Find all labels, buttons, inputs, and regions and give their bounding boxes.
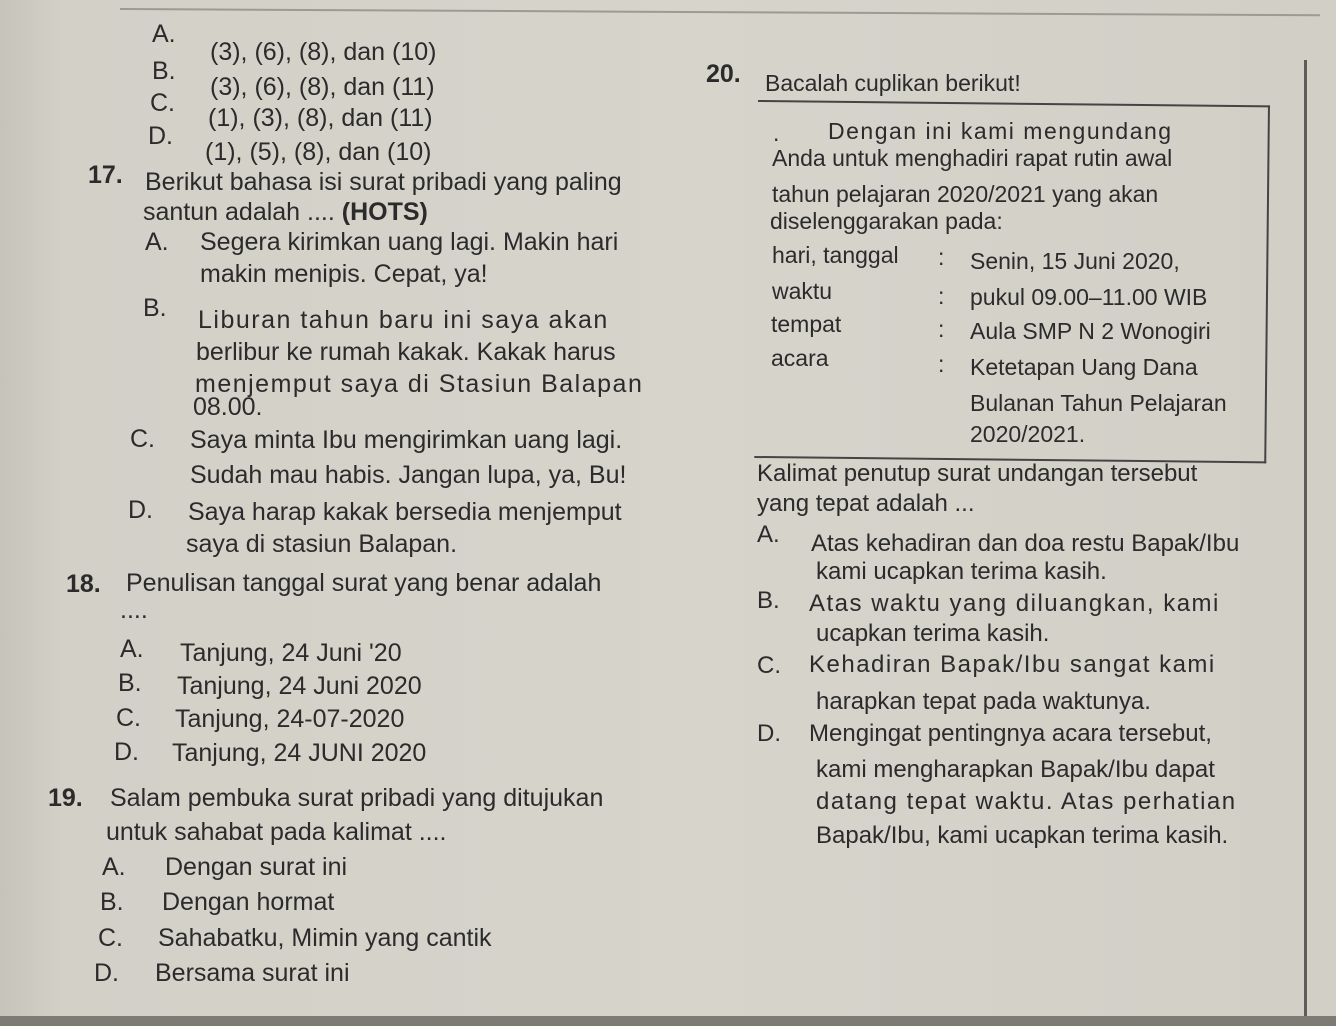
q16-option-c-text: (1), (3), (8), dan (11): [208, 104, 433, 132]
q17-option-a-line1: Segera kirimkan uang lagi. Makin hari: [200, 228, 619, 256]
q20-option-d-line4: Bapak/Ibu, kami ucapkan terima kasih.: [816, 822, 1229, 849]
q16-option-d-letter: D.: [148, 122, 173, 150]
bottom-border: [0, 1016, 1336, 1026]
q17-option-b-line4: 08.00.: [193, 393, 263, 421]
excerpt-line3: tahun pelajaran 2020/2021 yang akan: [772, 181, 1159, 207]
excerpt-hari-colon: :: [938, 244, 945, 270]
excerpt-tempat-colon: :: [938, 316, 945, 342]
q16-option-a-text: (3), (6), (8), dan (10): [210, 38, 437, 66]
excerpt-acara-value-2: Bulanan Tahun Pelajaran: [970, 390, 1227, 416]
q19-option-d-text: Bersama surat ini: [155, 959, 350, 987]
q17-option-c-line1: Saya minta Ibu mengirimkan uang lagi.: [190, 426, 623, 454]
excerpt-tempat-label: tempat: [771, 311, 842, 337]
excerpt-bullet: .: [773, 120, 780, 146]
q16-option-c-letter: C.: [150, 89, 175, 117]
excerpt-acara-value-1: Ketetapan Uang Dana: [970, 354, 1198, 380]
q18-option-a-letter: A.: [120, 635, 144, 663]
excerpt-line1: Dengan ini kami mengundang: [828, 118, 1173, 144]
q20-question-line2: yang tepat adalah ...: [757, 490, 975, 517]
q20-option-d-letter: D.: [757, 720, 781, 747]
q17-hots-tag: (HOTS): [341, 198, 428, 226]
excerpt-acara-label: acara: [771, 345, 829, 371]
q17-option-a-line2: makin menipis. Cepat, ya!: [200, 260, 488, 288]
q20-option-d-line2: kami mengharapkan Bapak/Ibu dapat: [816, 756, 1215, 783]
excerpt-tempat-value: Aula SMP N 2 Wonogiri: [970, 318, 1211, 344]
excerpt-acara-value-3: 2020/2021.: [970, 421, 1086, 447]
right-border: [1304, 60, 1307, 1026]
q20-prompt: Bacalah cuplikan berikut!: [765, 70, 1021, 96]
q20-option-b-line2: ucapkan terima kasih.: [816, 620, 1050, 647]
q18-option-b-text: Tanjung, 24 Juni 2020: [177, 672, 422, 700]
q18-number: 18.: [66, 570, 101, 598]
q20-option-a-letter: A.: [757, 521, 780, 548]
q16-option-a-letter: A.: [152, 20, 176, 48]
excerpt-waktu-label: waktu: [772, 278, 833, 304]
q17-option-c-line2: Sudah mau habis. Jangan lupa, ya, Bu!: [190, 461, 627, 489]
q17-option-c-letter: C.: [130, 425, 155, 453]
q19-stem-line1: Salam pembuka surat pribadi yang ditujukan: [110, 784, 604, 812]
excerpt-hari-label: hari, tanggal: [772, 242, 899, 268]
q18-option-a-text: Tanjung, 24 Juni '20: [180, 639, 402, 667]
q17-option-a-letter: A.: [145, 228, 169, 256]
q17-option-d-line1: Saya harap kakak bersedia menjemput: [188, 498, 622, 526]
q19-option-b-letter: B.: [100, 888, 124, 916]
q17-stem-text: santun adalah ....: [143, 198, 342, 226]
q17-stem-line2: [143, 200, 428, 225]
q18-option-b-letter: B.: [118, 669, 142, 697]
q17-option-b-line3: menjemput saya di Stasiun Balapan: [195, 370, 644, 398]
q20-option-a-line1: Atas kehadiran dan doa restu Bapak/Ibu: [811, 530, 1240, 557]
q17-number: 17.: [88, 161, 123, 189]
q20-option-d-line3: datang tepat waktu. Atas perhatian: [816, 788, 1237, 815]
q16-option-b-letter: B.: [152, 57, 176, 85]
q19-option-a-letter: A.: [102, 853, 126, 881]
excerpt-hari-value: Senin, 15 Juni 2020,: [970, 248, 1180, 274]
q19-number: 19.: [48, 784, 83, 812]
q18-stem-line2: ....: [120, 596, 148, 624]
q20-option-b-letter: B.: [757, 587, 780, 614]
q16-option-d-text: (1), (5), (8), dan (10): [205, 138, 432, 166]
q17-option-b-letter: B.: [143, 294, 167, 322]
q20-option-c-line1: Kehadiran Bapak/Ibu sangat kami: [809, 651, 1216, 678]
q19-option-b-text: Dengan hormat: [162, 888, 335, 916]
excerpt-line4: diselenggarakan pada:: [770, 208, 1003, 234]
q19-option-a-text: Dengan surat ini: [165, 853, 348, 881]
q20-question-line1: Kalimat penutup surat undangan tersebut: [757, 460, 1198, 487]
q18-option-d-letter: D.: [114, 738, 139, 766]
q20-option-c-letter: C.: [757, 652, 781, 679]
q18-option-d-text: Tanjung, 24 JUNI 2020: [172, 739, 427, 767]
q20-option-c-line2: harapkan tepat pada waktunya.: [816, 688, 1151, 715]
q18-stem-line1: Penulisan tanggal surat yang benar adalah: [126, 569, 602, 597]
q16-option-b-text: (3), (6), (8), dan (11): [210, 73, 435, 101]
q19-option-c-text: Sahabatku, Mimin yang cantik: [158, 924, 492, 952]
excerpt-acara-colon: :: [938, 351, 945, 377]
excerpt-waktu-colon: :: [938, 283, 945, 309]
excerpt-waktu-value: pukul 09.00–11.00 WIB: [970, 284, 1208, 310]
excerpt-line2: Anda untuk menghadiri rapat rutin awal: [772, 145, 1173, 171]
q17-stem-line1: Berikut bahasa isi surat pribadi yang paling: [145, 168, 622, 196]
q17-option-b-line1: Liburan tahun baru ini saya akan: [198, 306, 609, 334]
q19-option-d-letter: D.: [94, 959, 119, 987]
q20-number: 20.: [706, 60, 741, 88]
q19-option-c-letter: C.: [98, 924, 123, 952]
q20-option-b-line1: Atas waktu yang diluangkan, kami: [809, 590, 1220, 617]
q20-option-d-line1: Mengingat pentingnya acara tersebut,: [809, 720, 1212, 747]
q17-option-d-line2: saya di stasiun Balapan.: [186, 530, 458, 558]
q20-option-a-line2: kami ucapkan terima kasih.: [816, 558, 1107, 585]
q18-option-c-letter: C.: [116, 704, 141, 732]
q17-option-b-line2: berlibur ke rumah kakak. Kakak harus: [196, 338, 616, 366]
q17-option-d-letter: D.: [128, 496, 153, 524]
q19-stem-line2: untuk sahabat pada kalimat ....: [106, 818, 447, 846]
q18-option-c-text: Tanjung, 24-07-2020: [175, 705, 405, 733]
